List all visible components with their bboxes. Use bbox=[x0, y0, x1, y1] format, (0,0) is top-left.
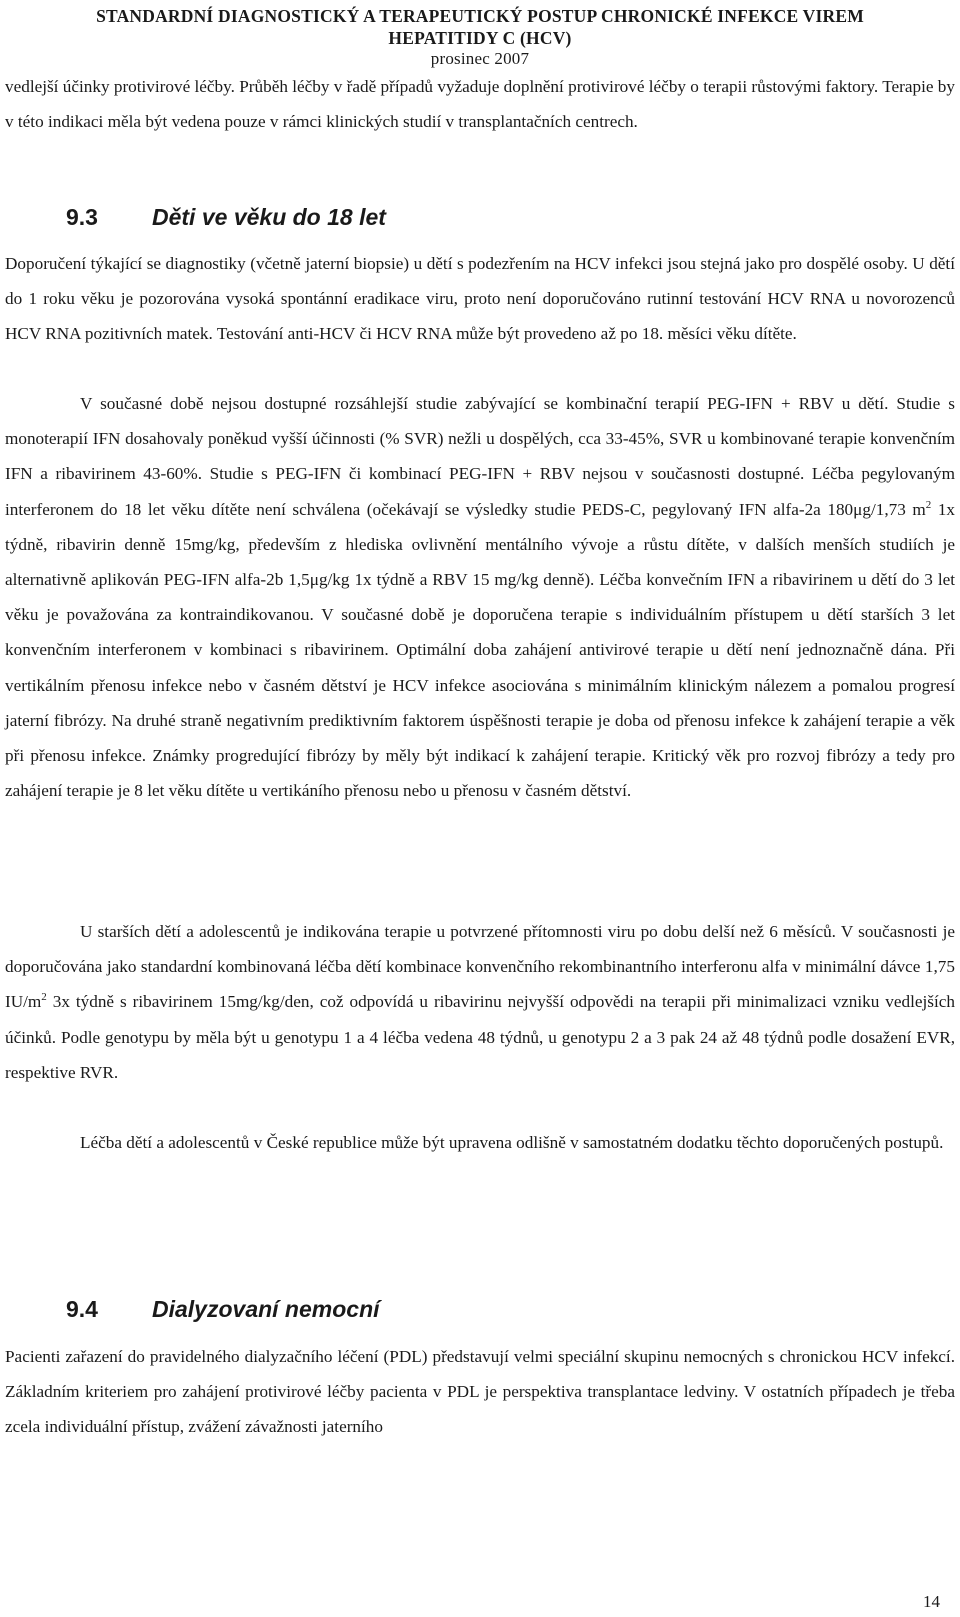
paragraph-9-3-czech-note: Léčba dětí a adolescentů v České republice může být upravena odlišně v samostatném dodatku těchto doporučených postupů. bbox=[80, 1133, 944, 1152]
section-heading-9-4 bbox=[66, 1294, 380, 1324]
section-number: 9.3 bbox=[66, 204, 98, 230]
running-header bbox=[0, 5, 960, 69]
section-heading-9-3 bbox=[66, 202, 386, 232]
header-date: prosinec 2007 bbox=[430, 49, 530, 68]
paragraph-text: 3x týdně s ribavirinem 15mg/kg/den, což odpovídá u ribavirinu nejvyšší odpovědi na terapii při minimalizaci vzniku vedlejších účinků. Podle genotypu by měla být u genotypu 1 a 4 léčba vedena 48 týdnů, u genotypu 2 a 3 pak 24 až 48 týdnů podle dosažení EVR, respektive RVR. bbox=[5, 992, 955, 1082]
paragraph-9-3-therapy bbox=[5, 386, 955, 808]
header-title-line1: STANDARDNÍ DIAGNOSTICKÝ A TERAPEUTICKÝ POSTUP CHRONICKÉ INFEKCE VIREM bbox=[96, 6, 864, 26]
paragraph-9-3-adolescents bbox=[5, 914, 955, 1090]
paragraph-9-3-diagnostics: Doporučení týkající se diagnostiky (včetně jaterní biopsie) u dětí s podezřením na HCV infekci jsou stejná jako pro dospělé osoby. U dětí do 1 roku věku je pozorována vysoká spontánní eradikace viru, proto není doporučováno rutinní testování HCV RNA u novorozenců HCV RNA pozitivních matek. Testování anti-HCV či HCV RNA může být provedeno až po 18. měsíci věku dítěte. bbox=[5, 254, 955, 344]
section-number: 9.4 bbox=[66, 1296, 98, 1322]
page-number: 14 bbox=[923, 1592, 940, 1611]
superscript: 2 bbox=[925, 498, 932, 511]
header-title-line2: HEPATITIDY C (HCV) bbox=[388, 28, 572, 48]
paragraph-9-4-dialysis: Pacienti zařazení do pravidelného dialyzačního léčení (PDL) představují velmi speciální skupinu nemocných s chronickou HCV infekcí. Základním kriteriem pro zahájení protivirové léčby pacienta v PDL je perspektiva transplantace ledviny. V ostatních případech je třeba zcela individuální přístup, zvážení závažnosti jaterního bbox=[5, 1347, 955, 1437]
superscript: 2 bbox=[41, 991, 47, 1004]
paragraph-text: U starších dětí a adolescentů je indikována terapie u potvrzené přítomnosti viru po dobu delší než 6 měsíců. V současnosti je doporučována jako standardní kombinovaná léčba dětí kombinace konvenčního rekombinantního interferonu alfa v minimální dávce 1,75 IU/m bbox=[5, 922, 955, 1012]
paragraph-text: V současné době nejsou dostupné rozsáhlejší studie zabývající se kombinační terapií PEG-IFN + RBV u dětí. Studie s monoterapií IFN dosahovaly poněkud vyšší účinnosti (% SVR) nežli u dospělých, cca 33-45%, SVR u kombinované terapie konvenčním IFN a ribavirinem 43-60%. Studie s PEG-IFN či kombinací PEG-IFN + RBV nejsou v současnosti dostupné. Léčba pegylovaným interferonem do 18 let věku dítěte není schválena (očekávají se výsledky studie PEDS-C, pegylovaný IFN alfa-2a 180μg/1,73 m bbox=[5, 394, 955, 519]
section-title: Dialyzovaní nemocní bbox=[152, 1296, 380, 1322]
intro-paragraph: vedlejší účinky protivirové léčby. Průběh léčby v řadě případů vyžaduje doplnění protivirové léčby o terapii růstovými faktory. Terapie by v této indikaci měla být vedena pouze v rámci klinických studií v transplantačních centrech. bbox=[5, 77, 955, 132]
section-title: Děti ve věku do 18 let bbox=[152, 204, 386, 230]
paragraph-text: 1x týdně, ribavirin denně 15mg/kg, především z hlediska ovlivnění mentálního vývoje a růstu dítěte, v dalších menších studiích je alternativně aplikován PEG-IFN alfa-2b 1,5μg/kg 1x týdně a RBV 15 mg/kg denně). Léčba konvečním IFN a ribavirinem u dětí do 3 let věku je považována za kontraindikovanou. V současné době je doporučena terapie s individuálním přístupem u dětí starších 3 let konvenčním interferonem v kombinaci s ribavirinem. Optimální doba zahájení antivirové terapie u dětí není jednoznačně dána. Při vertikálním přenosu infekce nebo v časném dětství je HCV infekce asociována s minimálním klinickým nálezem a pomalou progresí jaterní fibrózy. Na druhé straně negativním prediktivním faktorem úspěšnosti terapie je doba od přenosu infekce k zahájení terapie a věk při přenosu infekce. Známky progredující fibrózy by měly být indikací k zahájení terapie. Kritický věk pro rozvoj fibrózy a tedy pro zahájení terapie je 8 let věku dítěte u vertikáního přenosu nebo u přenosu v časném dětství. bbox=[5, 499, 956, 801]
